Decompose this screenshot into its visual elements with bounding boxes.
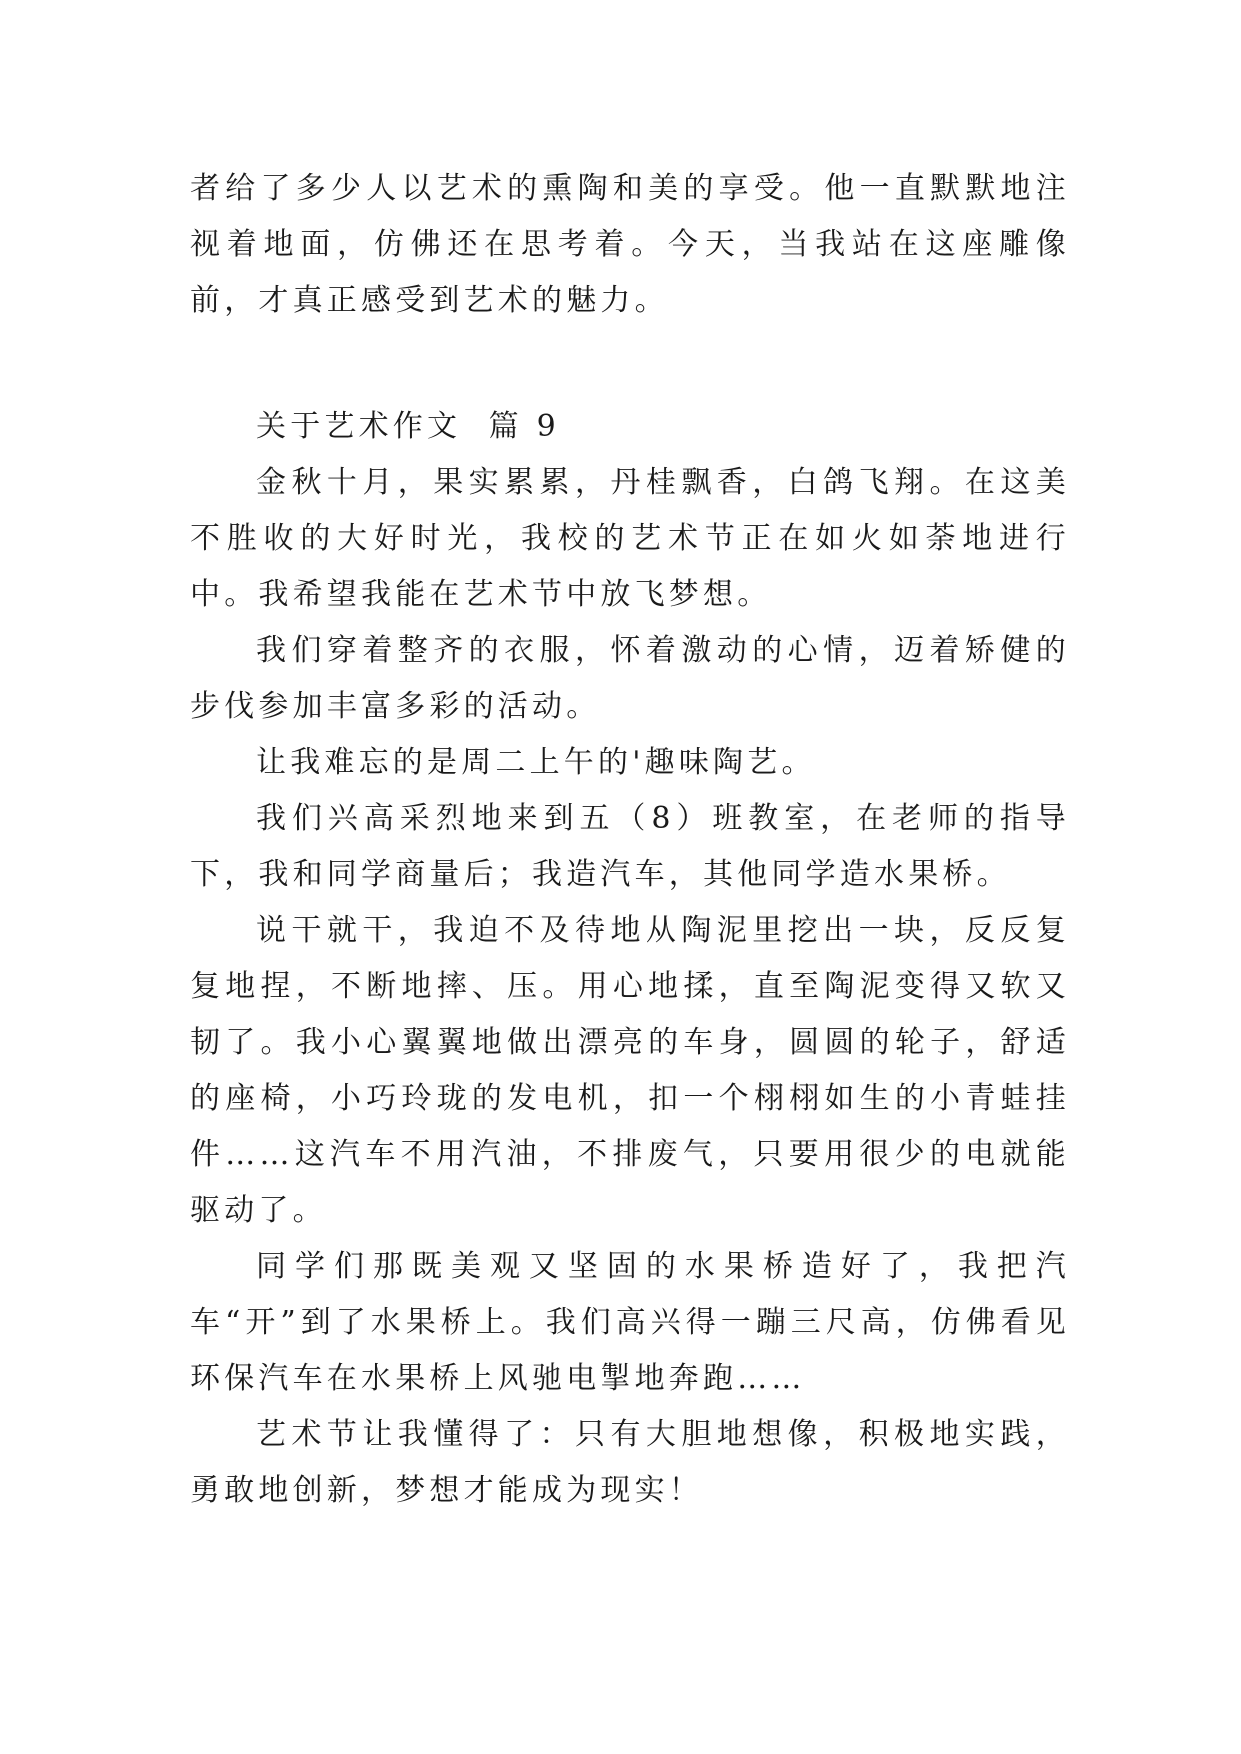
paragraph-4: 我们兴高采烈地来到五（8）班教室，在老师的指导下，我和同学商量后；我造汽车，其他同学造水果桥。 (190, 801, 1070, 892)
paragraph-2: 我们穿着整齐的衣服，怀着激动的心情，迈着矫健的步伐参加丰富多彩的活动。 (190, 633, 1070, 724)
paragraph-7: 艺术节让我懂得了：只有大胆地想像，积极地实践，勇敢地创新，梦想才能成为现实！ (190, 1417, 1070, 1508)
document-body (190, 161, 1070, 1519)
section-title: 关于艺术作文 篇 9 (256, 409, 560, 444)
intro-paragraph: 者给了多少人以艺术的熏陶和美的享受。他一直默默地注视着地面，仿佛还在思考着。今天，当我站在这座雕像前，才真正感受到艺术的魅力。 (190, 171, 1070, 318)
paragraph-6: 同学们那既美观又坚固的水果桥造好了，我把汽车“开”到了水果桥上。我们高兴得一蹦三尺高，仿佛看见环保汽车在水果桥上风驰电掣地奔跑…… (190, 1249, 1070, 1396)
paragraph-5: 说干就干，我迫不及待地从陶泥里挖出一块，反反复复地捏，不断地摔、压。用心地揉，直至陶泥变得又软又韧了。我小心翼翼地做出漂亮的车身，圆圆的轮子，舒适的座椅，小巧玲珑的发电机，扣一个栩栩如生的小青蛙挂件……这汽车不用汽油，不排废气，只要用很少的电就能驱动了。 (190, 913, 1070, 1228)
paragraph-3: 让我难忘的是周二上午的'趣味陶艺。 (256, 745, 816, 780)
paragraph-1: 金秋十月，果实累累，丹桂飘香，白鸽飞翔。在这美不胜收的大好时光，我校的艺术节正在如火如荼地进行中。我希望我能在艺术节中放飞梦想。 (190, 465, 1070, 612)
